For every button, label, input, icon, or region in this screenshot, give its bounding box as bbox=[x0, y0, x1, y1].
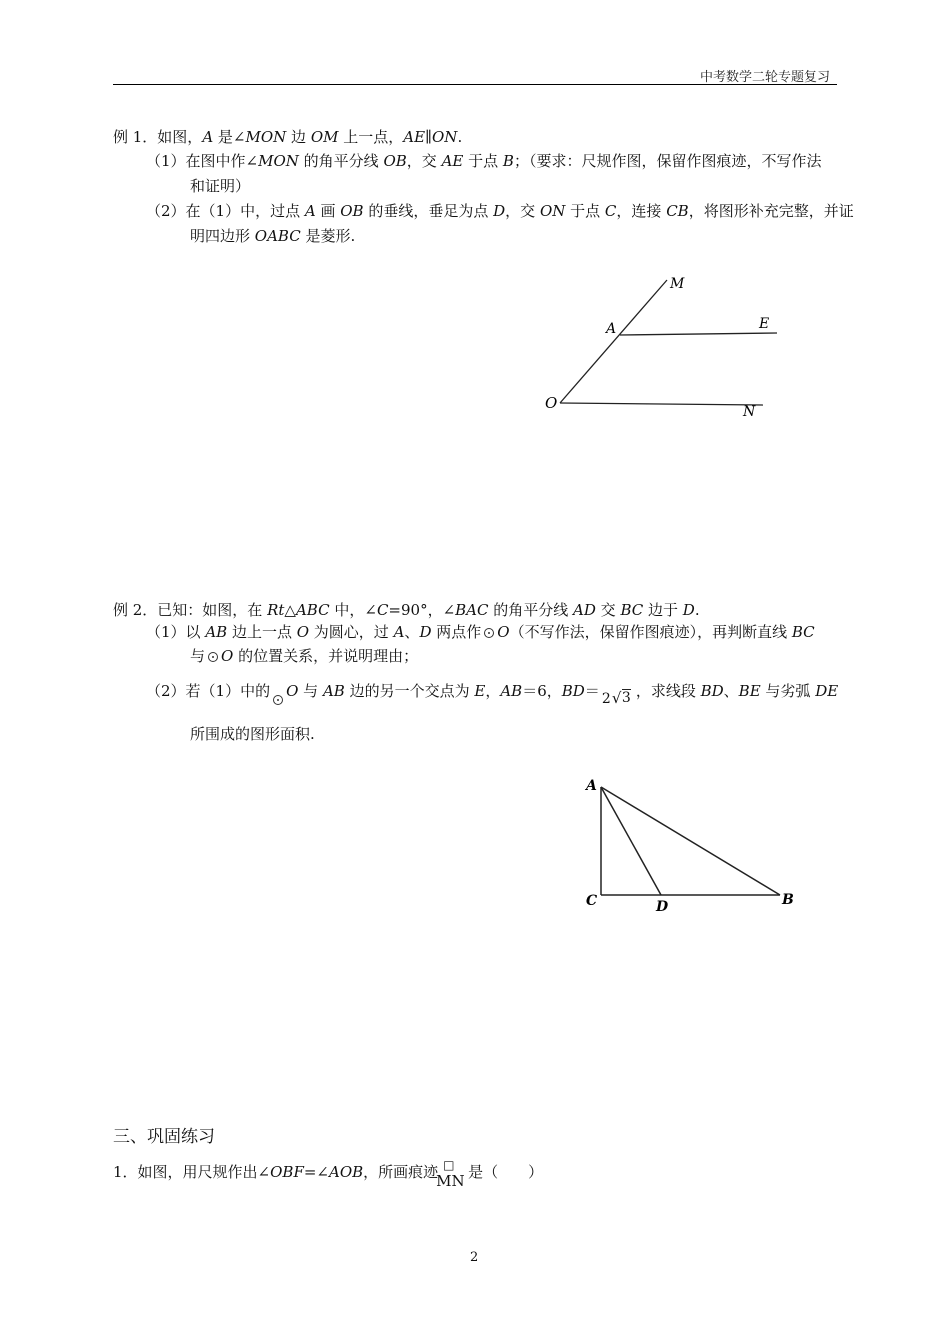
example1-question2: （2）在（1）中，过点 A 画 OB 的垂线，垂足为点 D，交 ON 于点 C，连接 CB，将图形补充完整，并证 bbox=[146, 202, 854, 220]
example2-question1: （1）以 AB 边上一点 O 为圆心，过 A、D 两点作 O（不写作法，保留作图痕迹），再判断直线 BC bbox=[146, 623, 815, 641]
sqrt-expression: 2 √ 3 bbox=[601, 689, 631, 707]
example1-question1: （1）在图中作∠MON 的角平分线 OB，交 AE 于点 B；（要求：尺规作图，保留作图痕迹，不写作法 bbox=[146, 152, 822, 170]
label-B: B bbox=[782, 892, 794, 908]
page-number: 2 bbox=[470, 1250, 479, 1265]
example1-question1-line2: 和证明） bbox=[190, 177, 251, 195]
ray-om bbox=[560, 280, 667, 403]
circle-symbol bbox=[208, 652, 218, 662]
section-title: 三、巩固练习 bbox=[113, 1127, 215, 1147]
circle-symbol bbox=[273, 695, 283, 705]
example2-statement: 例 2．已知：如图，在 Rt△ABC 中，∠C=90°，∠BAC 的角平分线 AD 交 BC 边于 D. bbox=[113, 601, 700, 619]
ray-on bbox=[560, 403, 763, 405]
example1-statement: 例 1．如图，A 是∠MON 边 OM 上一点，AE∥ON. bbox=[113, 128, 463, 146]
example2-question2: （2）若（1）中的 O 与 AB 边的另一个交点为 E，AB＝6，BD＝ 2 √ 3 ，求线段 BD、BE 与劣弧 DE bbox=[146, 676, 838, 705]
example2-question1-line2: 与 O 的位置关系，并说明理由； bbox=[190, 647, 419, 665]
header-title: 中考数学二轮专题复习 bbox=[700, 70, 831, 85]
label-C: C bbox=[586, 893, 598, 909]
practice-problem-1: 1．如图，用尺规作出∠OBF=∠AOB，所画痕迹 □ MN 是（ ） bbox=[113, 1158, 544, 1190]
label-D: D bbox=[656, 899, 669, 915]
label-A: A bbox=[586, 778, 597, 794]
example2-question2-line2: 所围成的图形面积. bbox=[190, 725, 315, 743]
label-E: E bbox=[759, 316, 770, 332]
ray-ae bbox=[620, 333, 777, 335]
label-O: O bbox=[545, 394, 558, 412]
label-N: N bbox=[743, 404, 756, 420]
circle-symbol bbox=[484, 628, 494, 638]
label-M: M bbox=[670, 276, 685, 292]
example1-question2-line2: 明四边形 OABC 是菱形. bbox=[190, 227, 356, 245]
label-A: A bbox=[606, 321, 617, 337]
arc-mn: □ MN bbox=[436, 1158, 465, 1190]
